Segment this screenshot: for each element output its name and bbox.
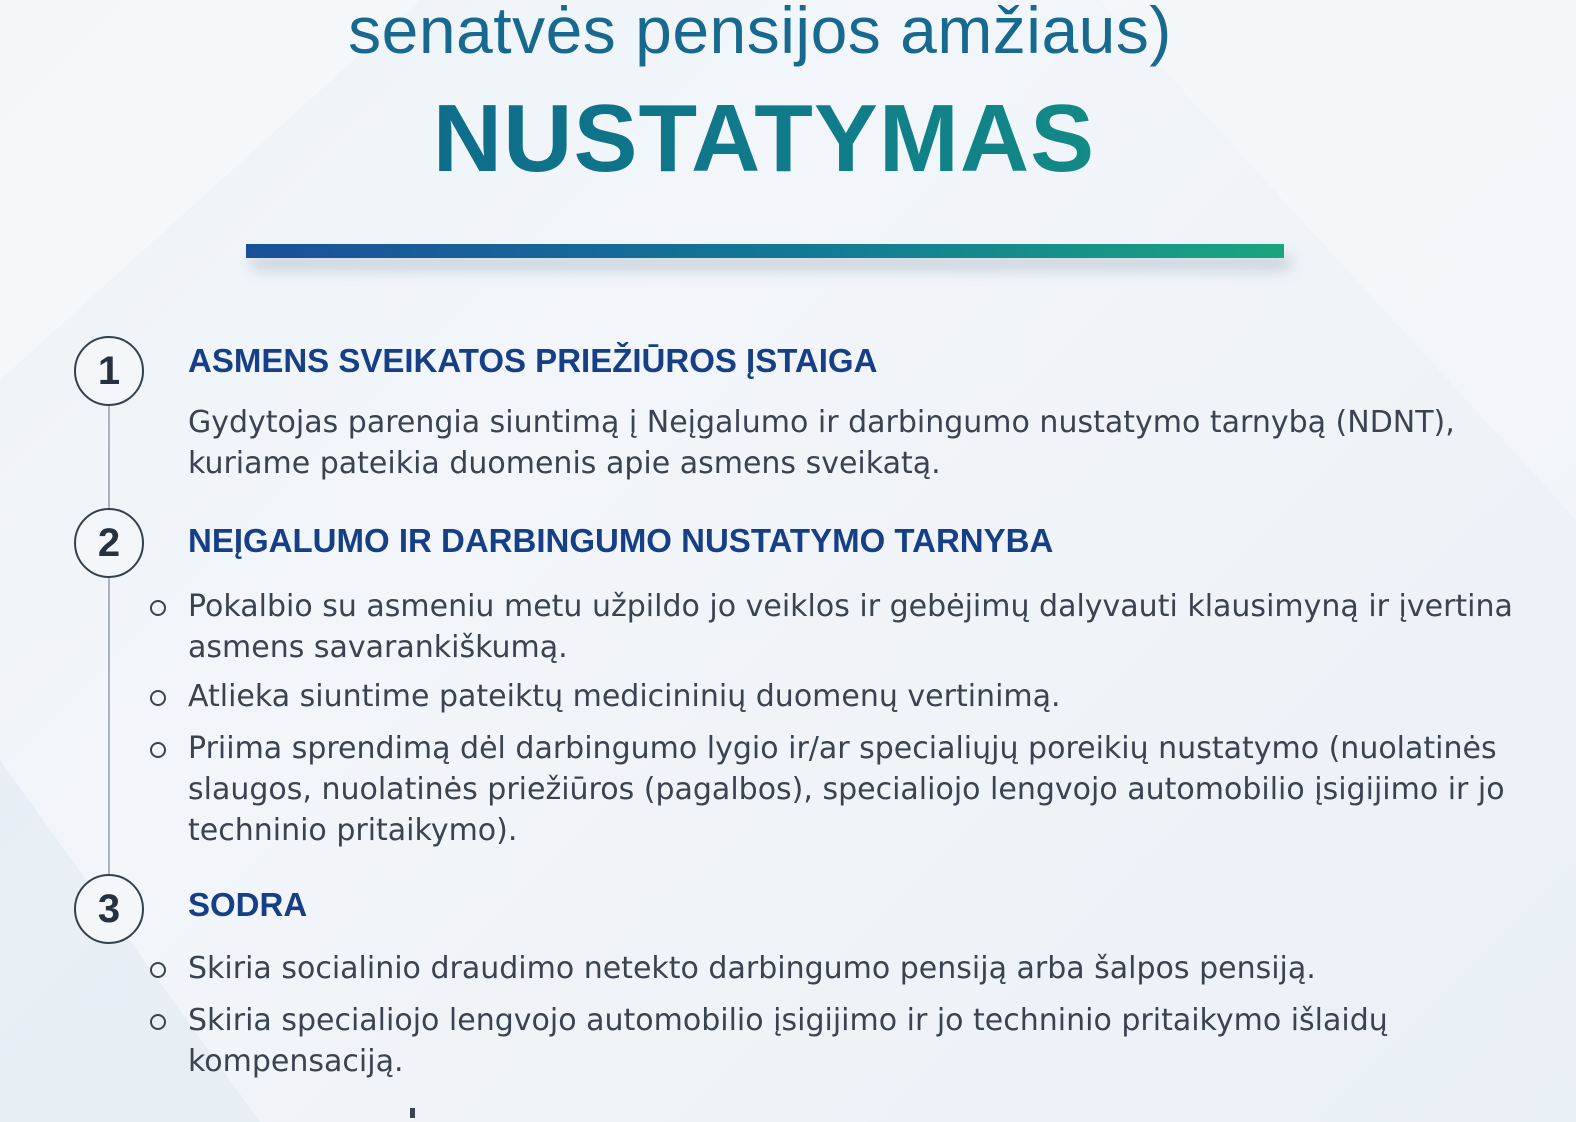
step-3-number: 3 [74, 874, 144, 944]
bullet-icon [150, 1014, 166, 1030]
cropped-text-fragment [410, 1108, 415, 1118]
timeline-line [108, 405, 110, 875]
step-2-title: NEĮGALUMO IR DARBINGUMO NUSTATYMO TARNYBA [188, 522, 1054, 559]
bullet-icon [150, 690, 166, 706]
step-1-number: 1 [74, 336, 144, 406]
step-1-text: Gydytojas parengia siuntimą į Neįgalumo ir darbingumo nustatymo tarnybą (NDNT), kuriame pateikia duomenis apie asmens sveikatą. [188, 405, 1455, 481]
step-2-number: 2 [74, 508, 144, 578]
bullet-icon [150, 600, 166, 616]
step-3-title: SODRA [188, 886, 308, 923]
step-2-bullet-1: Pokalbio su asmeniu metu užpildo jo veiklos ir gebėjimų dalyvauti klausimyną ir įvertina asmens savarankiškumą. [188, 589, 1513, 665]
step-3-bullet-1: Skiria socialinio draudimo netekto darbingumo pensiją arba šalpos pensiją. [188, 951, 1316, 986]
step-2-bullet-2: Atlieka siuntime pateiktų medicininių duomenų vertinimą. [188, 679, 1061, 714]
bullet-icon [150, 962, 166, 978]
bullet-icon [150, 742, 166, 758]
step-2-bullet-3: Priima sprendimą dėl darbingumo lygio ir/ar specialiųjų poreikių nustatymo (nuolatinės slaugos, nuolatinės priežiūros (pagalbos), specialiojo lengvojo automobilio įsigijimo ir jo techninio pritaikymo). [188, 731, 1505, 848]
page-subtitle: senatvės pensijos amžiaus) [348, 0, 1172, 67]
step-1-title: ASMENS SVEIKATOS PRIEŽIŪROS ĮSTAIGA [188, 342, 878, 379]
gradient-divider [246, 244, 1284, 258]
step-3-bullet-2: Skiria specialiojo lengvojo automobilio įsigijimo ir jo techninio pritaikymo išlaidų kompensaciją. [188, 1003, 1388, 1079]
page-title: NUSTATYMAS [0, 84, 1528, 194]
